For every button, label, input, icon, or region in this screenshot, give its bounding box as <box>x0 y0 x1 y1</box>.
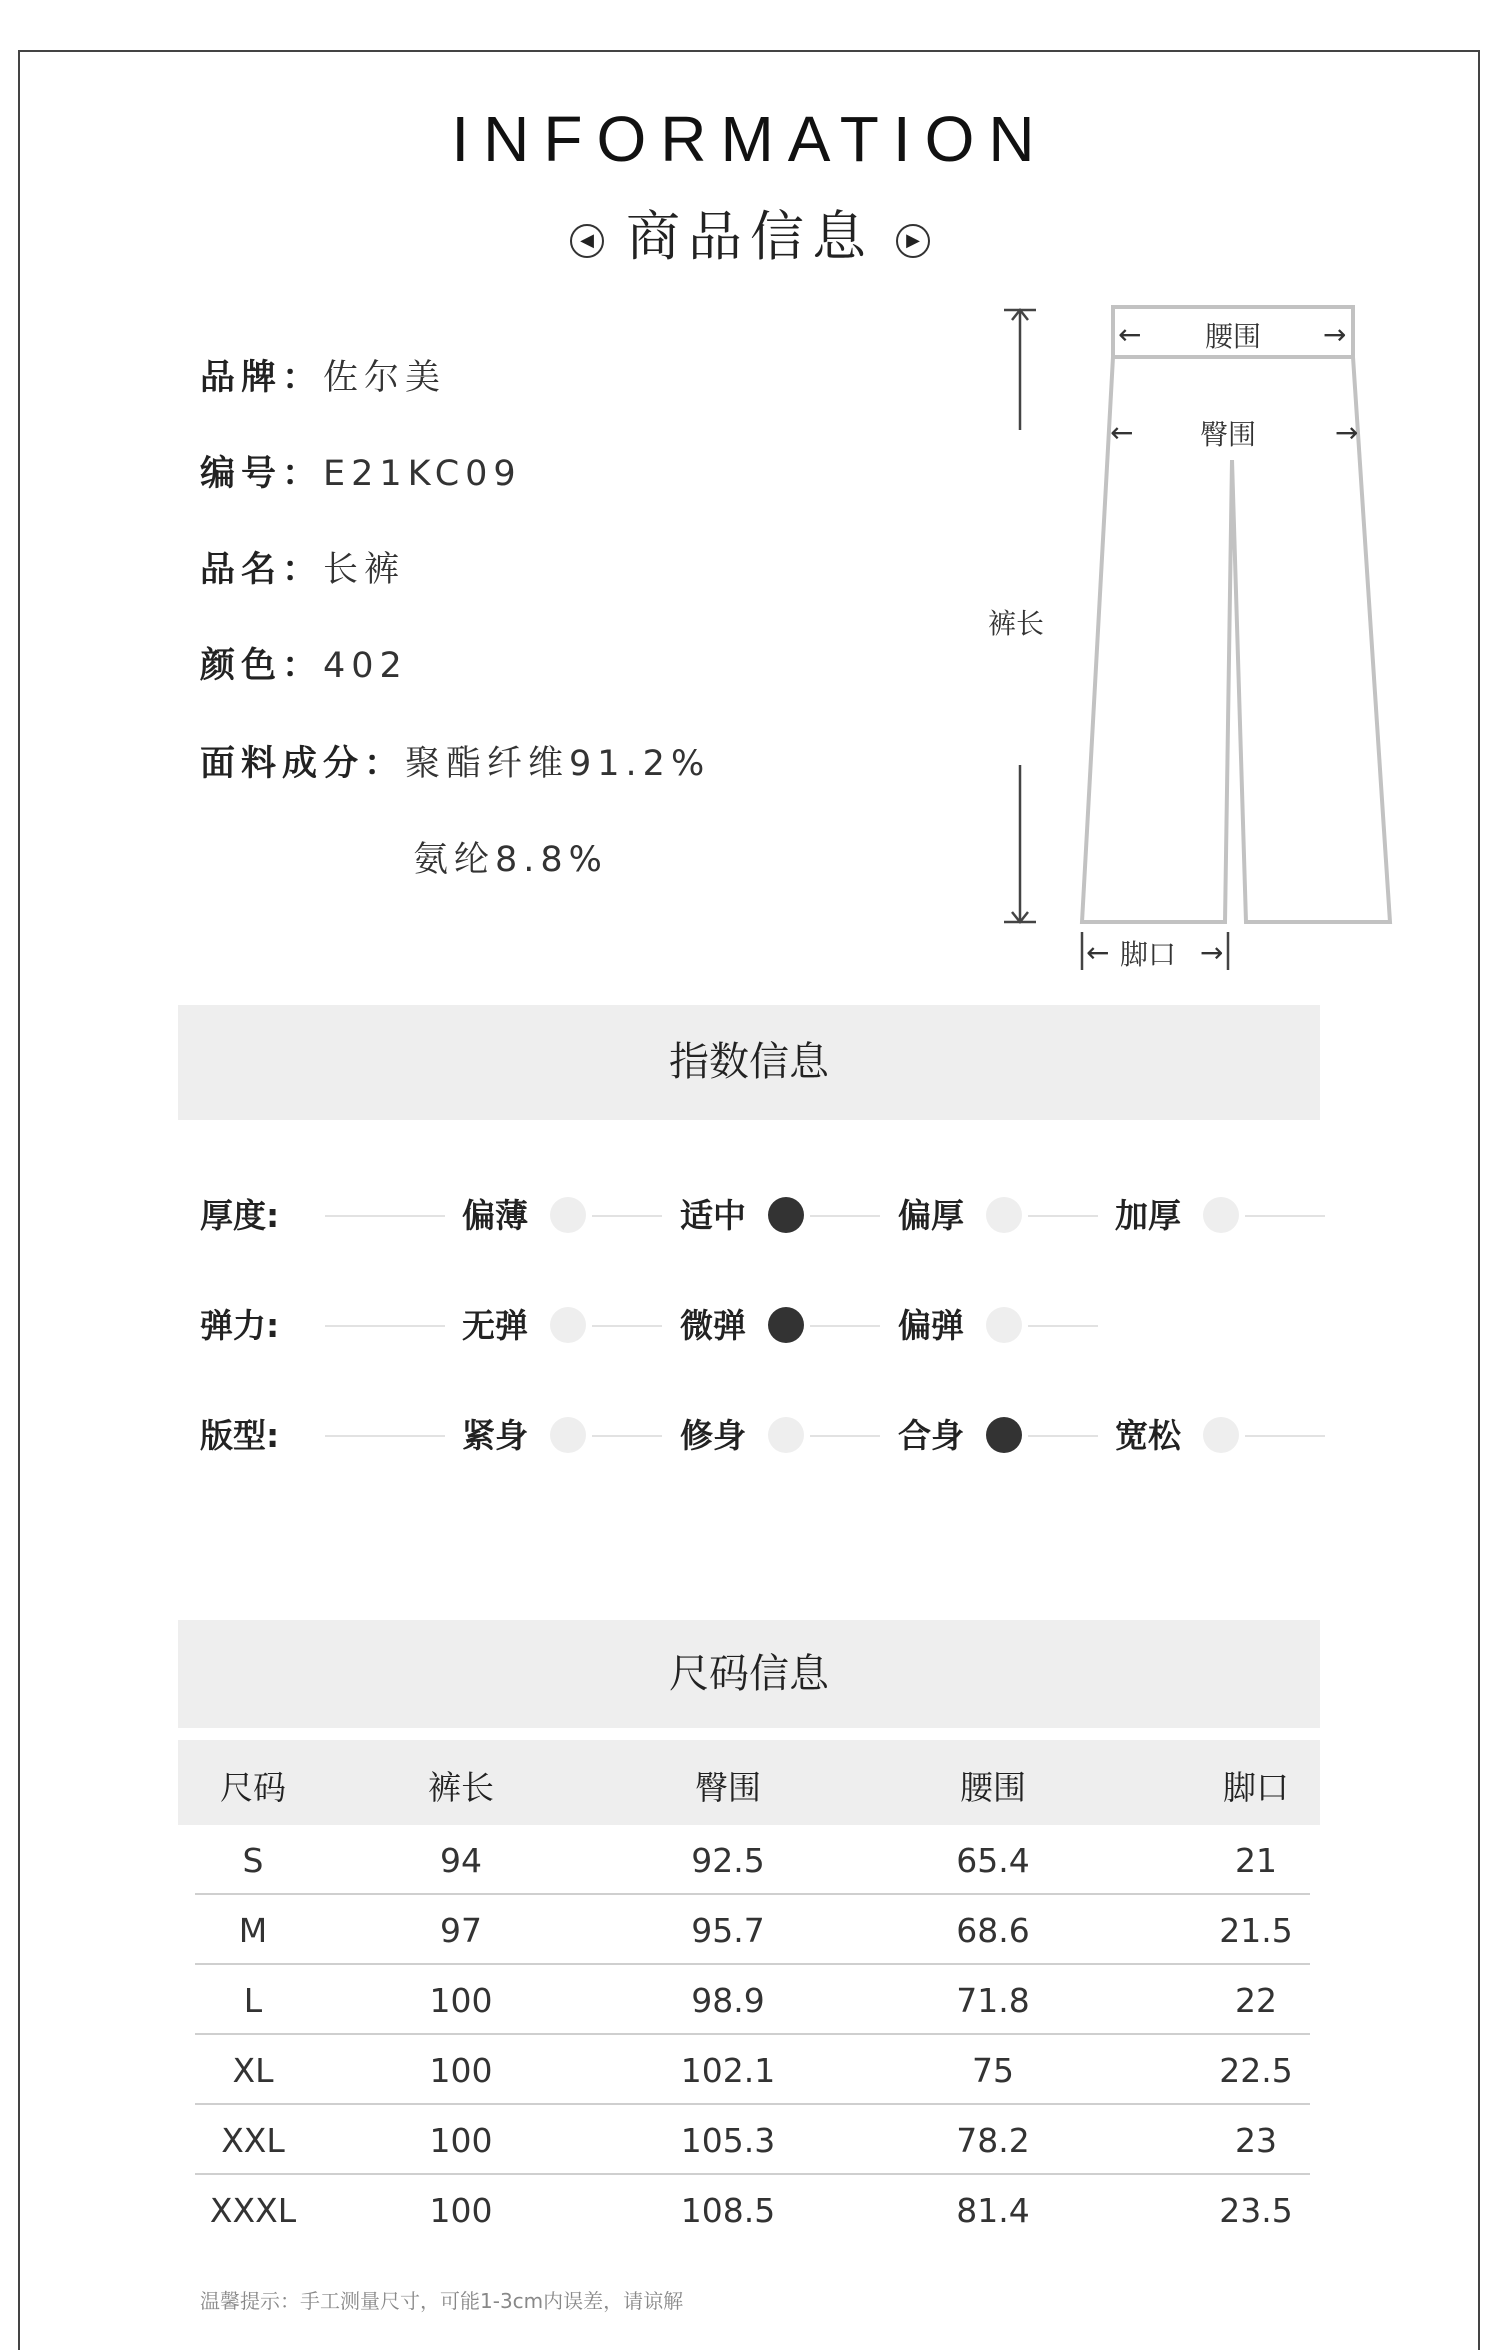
column-header: 腰围 <box>960 1768 1026 1807</box>
option-extra-thick: 加厚 <box>1115 1196 1181 1235</box>
diagram-length-label: 裤长 <box>988 607 1045 640</box>
size-section-title: 尺码信息 <box>178 1620 1320 1728</box>
title-chinese-text: 商品信息 <box>626 205 874 268</box>
arrow-right-icon: ▶ <box>896 224 930 258</box>
diagram-hem-label: 脚口 <box>1120 938 1177 971</box>
table-row: XL 100 102.1 75 22.5 <box>0 2035 1500 2105</box>
arrow-right-icon: → <box>1323 318 1347 351</box>
indicator-dot <box>986 1307 1022 1343</box>
table-row: L 100 98.9 71.8 22 <box>0 1965 1500 2035</box>
info-name: 品名：长裤 <box>200 550 406 590</box>
table-row: XXL 100 105.3 78.2 23 <box>0 2105 1500 2175</box>
indicator-dot-selected <box>986 1417 1022 1453</box>
indicator-dot <box>550 1197 586 1233</box>
index-section-title: 指数信息 <box>178 1005 1320 1120</box>
indicator-dot <box>768 1417 804 1453</box>
indicator-dot <box>550 1417 586 1453</box>
diagram-waist-label: 腰围 <box>1205 320 1262 353</box>
table-row: S 94 92.5 65.4 21 <box>0 1825 1500 1895</box>
info-code: 编号：E21KC09 <box>200 454 522 494</box>
size-note: 温馨提示：手工测量尺寸，可能1-3cm内误差，请谅解 <box>200 2289 684 2313</box>
column-header: 臀围 <box>695 1768 761 1807</box>
option-thin: 偏薄 <box>462 1196 528 1235</box>
arrow-left-icon: ← <box>1086 936 1110 969</box>
indicator-dot-selected <box>768 1197 804 1233</box>
size-table-header <box>178 1740 1320 1825</box>
info-fabric-2: 氨纶8.8% <box>413 840 608 880</box>
option-stretchy: 偏弹 <box>898 1306 964 1345</box>
option-no-stretch: 无弹 <box>462 1306 528 1345</box>
option-tight: 紧身 <box>462 1416 528 1455</box>
indicator-dot <box>986 1197 1022 1233</box>
arrow-left-icon: ← <box>1118 318 1142 351</box>
table-row: XXXL 100 108.5 81.4 23.5 <box>209 2191 1293 2230</box>
index-row-elasticity: 弹力: 无弹 微弹 偏弹 <box>200 1300 1330 1350</box>
option-medium: 适中 <box>680 1196 746 1235</box>
title-english: INFORMATION <box>451 103 1049 175</box>
indicator-dot <box>1203 1417 1239 1453</box>
column-header: 脚口 <box>1223 1768 1289 1807</box>
indicator-dot-selected <box>768 1307 804 1343</box>
info-brand: 品牌：佐尔美 <box>200 358 447 398</box>
arrow-right-icon: → <box>1200 936 1224 969</box>
table-row: M 97 95.7 68.6 21.5 <box>0 1895 1500 1965</box>
indicator-dot <box>550 1307 586 1343</box>
index-row-thickness: 厚度: 偏薄 适中 偏厚 加厚 <box>200 1190 1330 1240</box>
info-color: 颜色：402 <box>200 646 408 686</box>
arrow-left-icon: ◀ <box>570 224 604 258</box>
index-row-fit: 版型: 紧身 修身 合身 宽松 <box>200 1410 1330 1460</box>
option-regular: 合身 <box>898 1416 964 1455</box>
arrow-left-icon: ← <box>1110 416 1134 449</box>
column-header: 尺码 <box>220 1768 286 1807</box>
column-header: 裤长 <box>428 1768 494 1807</box>
option-loose: 宽松 <box>1115 1416 1181 1455</box>
pants-diagram <box>0 0 1500 1000</box>
arrow-right-icon: → <box>1335 416 1359 449</box>
option-slight-stretch: 微弹 <box>680 1306 746 1345</box>
indicator-dot <box>1203 1197 1239 1233</box>
info-fabric: 面料成分：聚酯纤维91.2% <box>200 744 711 784</box>
option-slim: 修身 <box>680 1416 746 1455</box>
option-thick: 偏厚 <box>898 1196 964 1235</box>
diagram-hip-label: 臀围 <box>1200 418 1257 451</box>
